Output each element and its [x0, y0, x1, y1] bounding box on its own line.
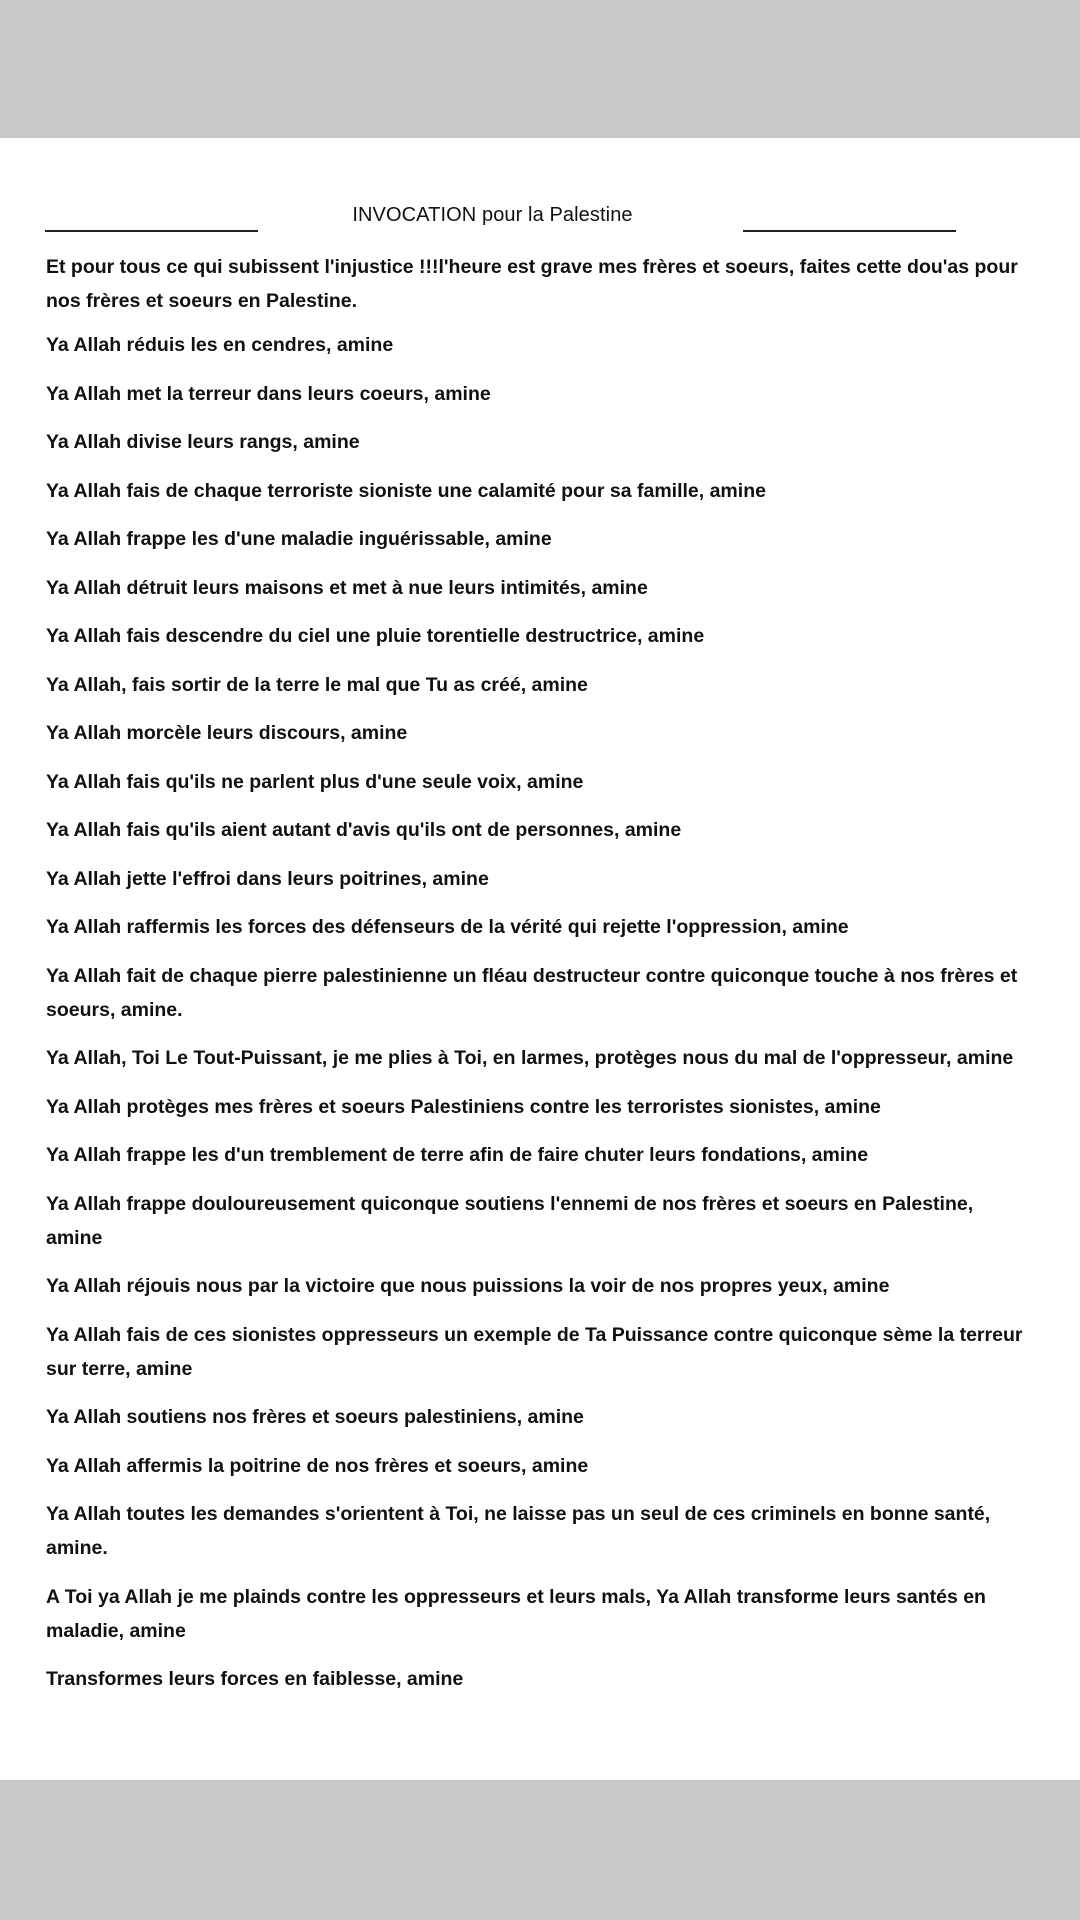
invocation-line: Ya Allah frappe les d'un tremblement de terre afin de faire chuter leurs fondations, amine	[46, 1144, 869, 1166]
invocation-line: Ya Allah fait de chaque pierre palestinienne un fléau destructeur contre quiconque touche à nos frères et soeurs, amine.	[46, 964, 1018, 1021]
document-title: INVOCATION pour la Palestine	[352, 204, 633, 226]
invocation-line: Ya Allah fais de ces sionistes oppresseurs un exemple de Ta Puissance contre quiconque sème la terreur sur terre, amine	[46, 1323, 1023, 1380]
bottom-background	[0, 1780, 1080, 1920]
invocation-line: Ya Allah raffermis les forces des défenseurs de la vérité qui rejette l'oppression, amine	[46, 916, 849, 938]
invocation-line: Ya Allah réjouis nous par la victoire que nous puissions la voir de nos propres yeux, amine	[46, 1275, 890, 1297]
invocation-line: Ya Allah jette l'effroi dans leurs poitrines, amine	[46, 867, 489, 890]
invocation-line: Ya Allah fais descendre du ciel une pluie torentielle destructrice, amine	[46, 625, 705, 647]
invocation-line: Ya Allah protèges mes frères et soeurs Palestiniens contre les terroristes sionistes, amine	[46, 1095, 881, 1118]
invocation-line: Ya Allah réduis les en cendres, amine	[46, 334, 394, 356]
invocation-line: Ya Allah fais qu'ils ne parlent plus d'une seule voix, amine	[46, 770, 584, 793]
title-rule-right	[743, 230, 956, 232]
invocation-line: Ya Allah frappe douloureusement quiconque soutiens l'ennemi de nos frères et soeurs en Palestine, amine	[46, 1192, 974, 1249]
invocation-line: Ya Allah met la terreur dans leurs coeurs, amine	[46, 382, 491, 405]
invocation-line: A Toi ya Allah je me plainds contre les oppresseurs et leurs mals, Ya Allah transforme leurs santés en maladie, amine	[46, 1585, 986, 1642]
invocation-line: Ya Allah divise leurs rangs, amine	[46, 431, 360, 453]
invocation-line: Ya Allah détruit leurs maisons et met à nue leurs intimités, amine	[46, 576, 648, 599]
invocation-line: Ya Allah frappe les d'une maladie inguérissable, amine	[46, 528, 552, 550]
invocation-line: Ya Allah, Toi Le Tout-Puissant, je me plies à Toi, en larmes, protèges nous du mal de l'oppresseur, amine	[46, 1047, 1014, 1069]
invocation-line: Ya Allah toutes les demandes s'orientent à Toi, ne laisse pas un seul de ces criminels en bonne santé, amine.	[46, 1503, 991, 1559]
invocation-list	[46, 328, 1046, 1711]
invocation-line: Ya Allah fais de chaque terroriste sioniste une calamité pour sa famille, amine	[46, 479, 766, 502]
document-page	[0, 138, 1080, 1780]
invocation-line: Transformes leurs forces en faiblesse, amine	[46, 1668, 464, 1690]
intro-paragraph: Et pour tous ce qui subissent l'injustice !!!l'heure est grave mes frères et soeurs, faites cette dou'as pour nos frères et soeurs en Palestine.	[46, 256, 1018, 312]
invocation-line: Ya Allah affermis la poitrine de nos frères et soeurs, amine	[46, 1454, 589, 1477]
invocation-line: Ya Allah fais qu'ils aient autant d'avis qu'ils ont de personnes, amine	[46, 819, 682, 841]
invocation-line: Ya Allah soutiens nos frères et soeurs palestiniens, amine	[46, 1406, 584, 1428]
invocation-line: Ya Allah morcèle leurs discours, amine	[46, 722, 408, 744]
title-rule-left	[45, 230, 258, 232]
top-background	[0, 0, 1080, 138]
invocation-line: Ya Allah, fais sortir de la terre le mal que Tu as créé, amine	[46, 673, 588, 696]
